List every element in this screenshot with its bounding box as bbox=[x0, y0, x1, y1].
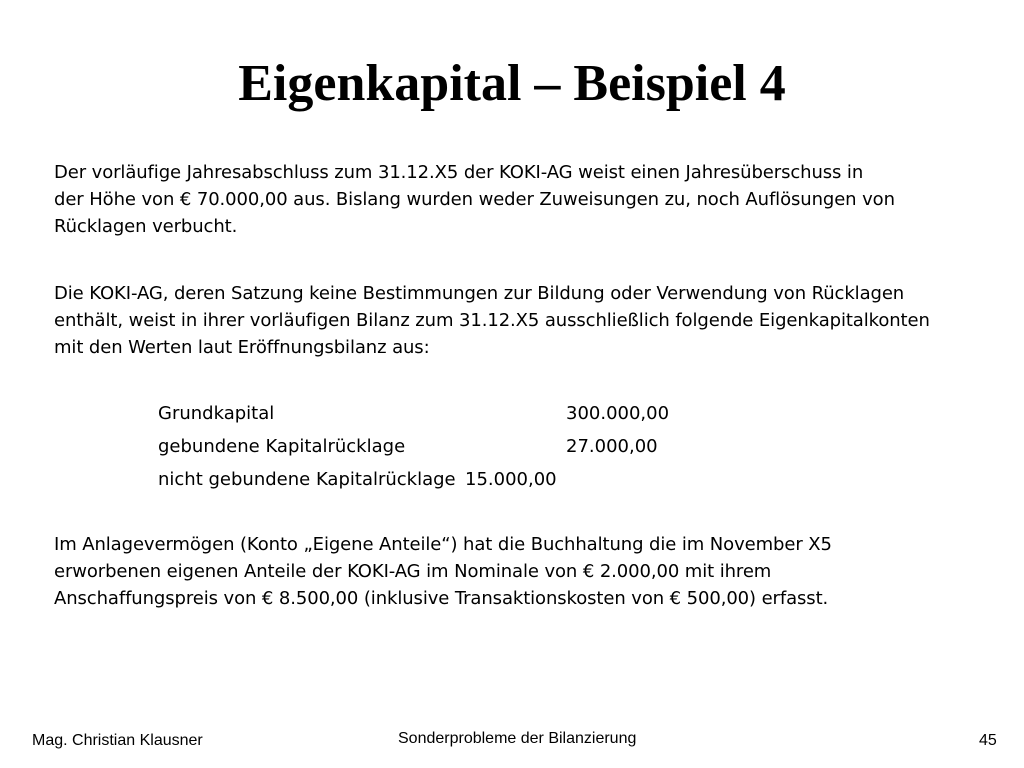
paragraph-treasury-shares bbox=[54, 531, 974, 612]
paragraph-line: Der vorläufige Jahresabschluss zum 31.12.X5 der KOKI-AG weist einen Jahresüberschuss in bbox=[54, 162, 864, 183]
paragraph-line: Im Anlagevermögen (Konto „Eigene Anteile“) hat die Buchhaltung die im November X5 bbox=[54, 534, 832, 555]
paragraph-line: der Höhe von € 70.000,00 aus. Bislang wurden weder Zuweisungen zu, noch Auflösungen von bbox=[54, 189, 895, 210]
paragraph-line: enthält, weist in ihrer vorläufigen Bilanz zum 31.12.X5 ausschließlich folgende Eigenkapitalkonten bbox=[54, 310, 930, 331]
account-row bbox=[158, 430, 758, 463]
account-value: 300.000,00 bbox=[566, 403, 670, 424]
footer-page-number: 45 bbox=[979, 732, 997, 749]
paragraph-equity-accounts bbox=[54, 280, 974, 361]
paragraph-line: Rücklagen verbucht. bbox=[54, 216, 238, 237]
paragraph-line: Die KOKI-AG, deren Satzung keine Bestimmungen zur Bildung oder Verwendung von Rücklagen bbox=[54, 283, 905, 304]
account-label: nicht gebundene Kapitalrücklage bbox=[158, 469, 456, 490]
equity-account-list bbox=[158, 397, 758, 496]
account-label: gebundene Kapitalrücklage bbox=[158, 436, 406, 457]
account-label: Grundkapital bbox=[158, 403, 275, 424]
account-value: 15.000,00 bbox=[465, 469, 557, 490]
account-row bbox=[158, 463, 758, 496]
footer-topic: Sonderprobleme der Bilanzierung bbox=[398, 730, 637, 747]
paragraph-intro bbox=[54, 159, 974, 240]
footer-author: Mag. Christian Klausner bbox=[32, 732, 203, 749]
paragraph-line: Anschaffungspreis von € 8.500,00 (inklusive Transaktionskosten von € 500,00) erfasst. bbox=[54, 588, 829, 609]
account-value: 27.000,00 bbox=[566, 436, 658, 457]
account-row bbox=[158, 397, 758, 430]
slide-title: Eigenkapital – Beispiel 4 bbox=[238, 55, 786, 112]
paragraph-line: erworbenen eigenen Anteile der KOKI-AG im Nominale von € 2.000,00 mit ihrem bbox=[54, 561, 772, 582]
paragraph-line: mit den Werten laut Eröffnungsbilanz aus: bbox=[54, 337, 430, 358]
